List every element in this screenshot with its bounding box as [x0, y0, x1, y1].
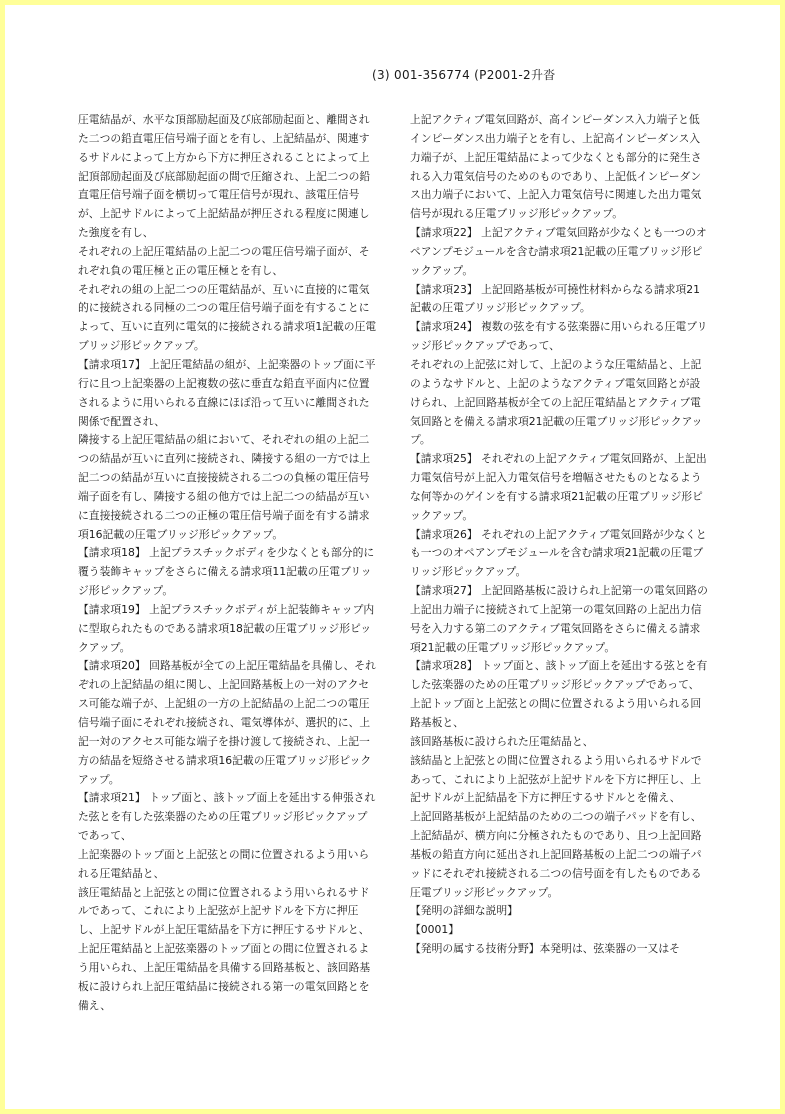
publication-number-header: (3) 001-356774 (P2001-2升沓	[372, 68, 556, 82]
paragraph: それぞれの上記弦に対して、上記のような圧電結晶と、上記のようなサドルと、上記のようなアクティブ電気回路とが設けられ、上記回路基板が全ての上記圧電結晶とアクティブ電気回路とを備える請求項21記載の圧電ブリッジ形ピックアップ。	[410, 357, 703, 447]
paragraph: 圧電結晶が、水平な頂部励起面及び底部励起面と、離間された二つの鉛直電圧信号端子面とを有し、上記結晶が、関連するサドルによって上方から下方に押圧されることによって上記頂部励起面及び底部励起面の間で圧縮され、上記二つの鉛直電圧信号端子面を横切って電圧信号が現れ、該電圧信号が、上記サドルによって上記結晶が押圧される程度に関連した強度を有し、	[78, 113, 371, 240]
paragraph: それぞれの上記圧電結晶の上記二つの電圧信号端子面が、それぞれ負の電圧極と正の電圧極とを有し、	[78, 244, 370, 277]
paragraph: 上記圧電結晶と上記弦楽器のトップ面との間に位置されるよう用いられ、上記圧電結晶を具備する回路基板と、該回路基板に設けられ上記圧電結晶に接続される第一の電気回路とを備え、	[78, 942, 371, 1012]
claim-26: 【請求項26】 それぞれの上記アクティブ電気回路が少なくとも一つのオペアンプモジュールを含む請求項21記載の圧電ブリッジ形ピックアップ。	[410, 527, 707, 579]
claim-22: 【請求項22】 上記アクティブ電気回路が少なくとも一つのオペアンプモジュールを含む請求項21記載の圧電ブリッジ形ピックアップ。	[410, 226, 707, 277]
paragraph: 隣接する上記圧電結晶の組において、それぞれの組の上記二つの結晶が互いに直列に接続され、隣接する組の一方では上記二つの結晶が互いに直接接続される二つの負極の電圧信号端子面を有し、隣接する組の他方では上記二つの結晶が互いに直接接続される二つの正極の電圧信号端子面を有する請求項16記載の圧電ブリッジ形ピックアップ。	[78, 433, 371, 541]
paragraph: 該結晶と上記弦との間に位置されるよう用いられるサドルであって、これにより上記弦が上記サドルを下方に押圧し、上記サドルが上記結晶を下方に押圧するサドルとを備え、	[410, 753, 702, 805]
paragraph: 【発明の属する技術分野】本発明は、弦楽器の一又はそ	[410, 942, 680, 956]
claim-23: 【請求項23】 上記回路基板が可撓性材料からなる請求項21記載の圧電ブリッジ形ピックアップ。	[410, 282, 701, 315]
claim-28: 【請求項28】 トップ面と、該トップ面上を延出する弦とを有した弦楽器のための圧電ブリッジ形ピックアップであって、	[410, 659, 708, 692]
paragraph: 該圧電結晶と上記弦との間に位置されるよう用いられるサドルであって、これにより上記弦が上記サドルを下方に押圧し、上記サドルが上記圧電結晶を下方に押圧するサドルと、	[78, 885, 370, 937]
claim-18: 【請求項18】 上記プラスチックボディを少なくとも部分的に覆う装飾キャップをさらに備える請求項11記載の圧電ブリッジ形ピックアップ。	[78, 546, 375, 598]
paragraph: 上記回路基板が上記結晶のための二つの端子パッドを有し、	[410, 810, 702, 824]
paragraph: 該回路基板に設けられた圧電結晶と、	[410, 734, 594, 748]
claim-17: 【請求項17】 上記圧電結晶の組が、上記楽器のトップ面に平行に且つ上記楽器の上記複数の弦に垂直な鉛直平面内に位置されるように用いられる直線にほぼ沿って互いに離間された関係で配置され、	[78, 357, 376, 428]
claim-19: 【請求項19】 上記プラスチックボディが上記装飾キャップ内に型取られたものである請求項18記載の圧電ブリッジ形ピックアップ。	[78, 602, 375, 654]
right-column	[410, 111, 710, 959]
claim-20: 【請求項20】 回路基板が全ての上記圧電結晶を具備し、それぞれの上記結晶の組に関し、上記回路基板上の一対のアクセス可能な端子が、上記組の一方の上記結晶の上記二つの電圧信号端子面にそれぞれ接続され、電気導体が、選択的に、上記一対のアクセス可能な端子を掛け渡して接続され、上記一方の結晶を短絡させる請求項16記載の圧電ブリッジ形ピックアップ。	[78, 659, 376, 786]
paragraph: 上記アクティブ電気回路が、高インピーダンス入力端子と低インピーダンス出力端子とを有し、上記高インピーダンス入力端子が、上記圧電結晶によって少なくとも部分的に発生される入力電気信号のためのものであり、上記低インピーダンス出力端子において、上記入力電気信号に関連した出力電気信号が現れる圧電ブリッジ形ピックアップ。	[410, 113, 702, 221]
section-heading: 【発明の詳細な説明】	[410, 904, 518, 918]
left-column	[78, 111, 378, 1016]
paragraph: それぞれの組の上記二つの圧電結晶が、互いに直接的に電気的に接続される同極の二つの電圧信号端子面を有することによって、互いに直列に電気的に接続される請求項1記載の圧電ブリッジ形ピックアップ。	[78, 282, 377, 353]
claim-25: 【請求項25】 それぞれの上記アクティブ電気回路が、上記出力電気信号が上記入力電気信号を増幅させたものとなるような何等かのゲインを有する請求項21記載の圧電ブリッジ形ピックアップ。	[410, 452, 707, 522]
claim-27: 【請求項27】 上記回路基板に設けられ上記第一の電気回路の上記出力端子に接続されて上記第一の電気回路の上記出力信号を入力する第二のアクティブ電気回路をさらに備える請求項21記載の圧電ブリッジ形ピックアップ。	[410, 584, 708, 654]
claim-21: 【請求項21】 トップ面と、該トップ面上を延出する伸張された弦とを有した弦楽器のための圧電ブリッジ形ピックアップであって、	[78, 791, 376, 843]
paragraph: 上記楽器のトップ面と上記弦との間に位置されるよう用いられる圧電結晶と、	[78, 847, 370, 880]
claim-24: 【請求項24】 複数の弦を有する弦楽器に用いられる圧電ブリッジ形ピックアップであって、	[410, 320, 708, 353]
paragraph: 上記結晶が、横方向に分極されたものであり、且つ上記回路基板の鉛直方向に延出され上記回路基板の上記二つの端子パッドにそれぞれ接続される二つの信号面を有したものである圧電ブリッジ形ピックアップ。	[410, 829, 702, 899]
paragraph: 上記トップ面と上記弦との間に位置されるよう用いられる回路基板と、	[410, 697, 702, 729]
paragraph-number: 【0001】	[410, 923, 460, 937]
